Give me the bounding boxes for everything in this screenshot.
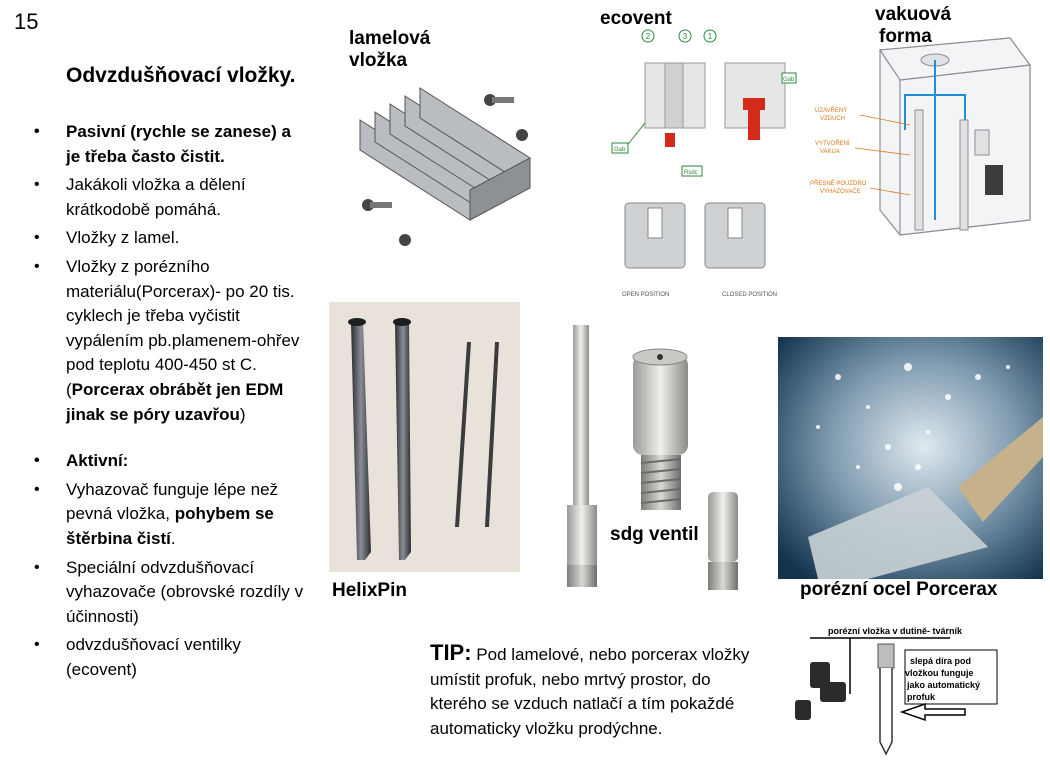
ecovent-open: OPEN POSITION [622,292,670,298]
bullet-any-insert: • Jakákoli vložka a dělení krátkodobě pomáhá. [34,173,309,222]
poresni-note-2: vložkou funguje [905,668,974,678]
bullet-special-ejectors: • Speciální odvzdušňovací vyhazovače (obrovské rozdíly v účinnosti) [34,556,309,630]
bullet-ejector-end: . [170,528,176,548]
bullet-valves: • odvzdušňovací ventilky (ecovent) [34,633,309,682]
tip-body: Pod lamelové, nebo porcerax vložky umístit profuk, nebo mrtvý prostor, do kterého se vzduch natlačí a tím pokaždé automaticky vložku prodýchne. [430,645,750,738]
ecovent-callout-a: 2 [645,32,651,41]
vacuum-mold-image [810,10,1042,275]
sdg-label: sdg ventil [610,524,699,545]
poresni-note-4: profuk [907,692,935,702]
slide-number: 15 [14,9,39,34]
vakuova-note-2: VZDUCH [820,116,845,122]
vakuova-note-3: VYTVOŘENÍ [815,141,850,147]
porcerax-label: porézní ocel Porcerax [800,579,998,600]
sdg-valve-image [553,310,758,595]
ecovent-callout-c: 1 [707,32,713,41]
bullet-porous-bold: Porcerax obrábět jen EDM jinak se póry uzavřou [66,379,284,424]
helixpin-label: HelixPin [332,580,407,601]
slide-title: Odvzdušňovací vložky. [66,64,296,87]
vakuova-note-6: VYHAZOVAČE [820,189,861,195]
vakuova-note-5: PŘESNÉ POUZDRO [810,181,867,187]
porcerax-image [778,337,1043,579]
lamel-label [349,28,430,72]
lamel-insert-image [350,80,540,260]
ecovent-tag-mid: Rsdc [684,170,698,176]
vakuova-label-line2: forma [879,26,932,47]
helixpin-image [329,302,520,572]
vakuova-note-1: UZAVŘENÝ [815,108,848,114]
bullet-lamellae: • Vložky z lamel. [34,226,309,251]
bullet-active: • Aktivní: [34,449,309,474]
bullet-porous-end: ) [239,404,246,424]
bullet-ejector [34,478,309,552]
lamel-label-line1: lamelová [349,28,431,49]
vakuova-note-4: VAKUA [820,149,840,155]
tip-keyword: TIP: [430,640,472,665]
ecovent-tag-left: Gab [614,147,626,153]
ecovent-tag-right: Gab [783,77,795,83]
bullet-ejector-bold: pohybem se štěrbina čistí [66,504,274,548]
ecovent-closed: CLOSED POSITION [722,292,778,298]
ecovent-label: ecovent [600,8,672,29]
tip-text [430,641,760,741]
bullet-list [34,120,309,686]
ecovent-callout-b: 3 [682,32,688,41]
poresni-note-1: slepá díra pod [910,656,972,666]
bullet-porous-text: Vložky z porézního materiálu(Porcerax)- po 20 tis. cyklech je třeba vyčistit vypálením pb.plamenem-ohřev pod teplotu 400-450 st C. ( [66,256,300,399]
poresni-title: porézní vložka v dutině- tvárník [828,626,963,636]
vakuova-label-line1: vakuová [875,4,952,25]
bullet-ejector-text: Vyhazovač funguje lépe než pevná vložka, [66,479,279,524]
bullet-passive: • Pasivní (rychle se zanese) a je třeba často čistit. [34,120,309,169]
bullet-porous [34,255,309,427]
poresni-note-3: jako automatický [907,680,981,690]
porous-insert-diagram [790,624,1040,758]
lamel-label-line2: vložka [349,50,408,71]
ecovent-image [610,28,805,300]
